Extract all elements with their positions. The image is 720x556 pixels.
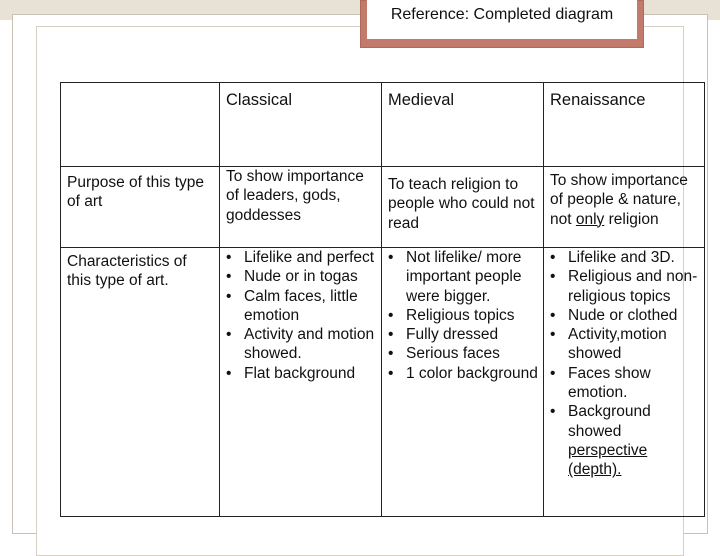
purpose-medieval [382,167,544,248]
row-label-characteristics [61,248,220,517]
table-row-purpose [61,167,705,248]
purpose-renaissance-post: religion [604,210,659,228]
list-item: • Lifelike and 3D. [544,248,704,267]
header-classical: Classical [220,83,382,167]
purpose-classical-text: To show importance of leaders, gods, goddesses [226,168,364,224]
renaissance-last-pre: Background showed [568,403,651,440]
list-item: • Flat background [220,364,381,383]
characteristics-classical [220,248,382,517]
header-renaissance: Renaissance [544,83,705,167]
list-item: • Lifelike and perfect [220,248,381,267]
header-empty-cell [61,83,220,167]
list-item: • Activity and motion showed. [220,325,381,364]
list-item: • Religious topics [382,306,543,325]
purpose-renaissance-text [550,167,700,229]
list-item: • Fully dressed [382,325,543,344]
header-medieval: Medieval [382,83,544,167]
renaissance-list [544,248,704,480]
list-item: • Nude or in togas [220,267,381,286]
list-item: • Activity,motion showed [544,325,704,364]
purpose-renaissance [544,167,705,248]
reference-label: Reference: Completed diagram [366,0,638,40]
purpose-medieval-text: To teach religion to people who could not read [388,176,535,232]
table-row-characteristics [61,248,705,517]
comparison-table [60,82,705,517]
list-item: • Calm faces, little emotion [220,287,381,326]
medieval-list [382,248,543,383]
purpose-classical [220,167,382,248]
list-item: • Nude or clothed [544,306,704,325]
row-label-purpose-text: Purpose of this type of art [67,174,204,211]
row-label-purpose [61,167,220,248]
list-item [544,402,704,479]
list-item: • Religious and non-religious topics [544,267,704,306]
characteristics-medieval [382,248,544,517]
list-item: • Faces show emotion. [544,364,704,403]
row-label-characteristics-text: Characteristics of this type of art. [67,253,187,290]
list-item: • Serious faces [382,344,543,363]
classical-list [220,248,381,383]
renaissance-last-underlined: perspective (depth). [568,441,648,479]
purpose-renaissance-underlined: only [575,210,605,228]
list-item: • Not lifelike/ more important people were bigger. [382,248,543,306]
list-item: • 1 color background [382,364,543,383]
table-header-row [61,83,705,167]
reference-tab [360,0,644,48]
purpose-renaissance-pre: To show importance of people & nature, not [550,172,688,228]
characteristics-renaissance [544,248,705,517]
